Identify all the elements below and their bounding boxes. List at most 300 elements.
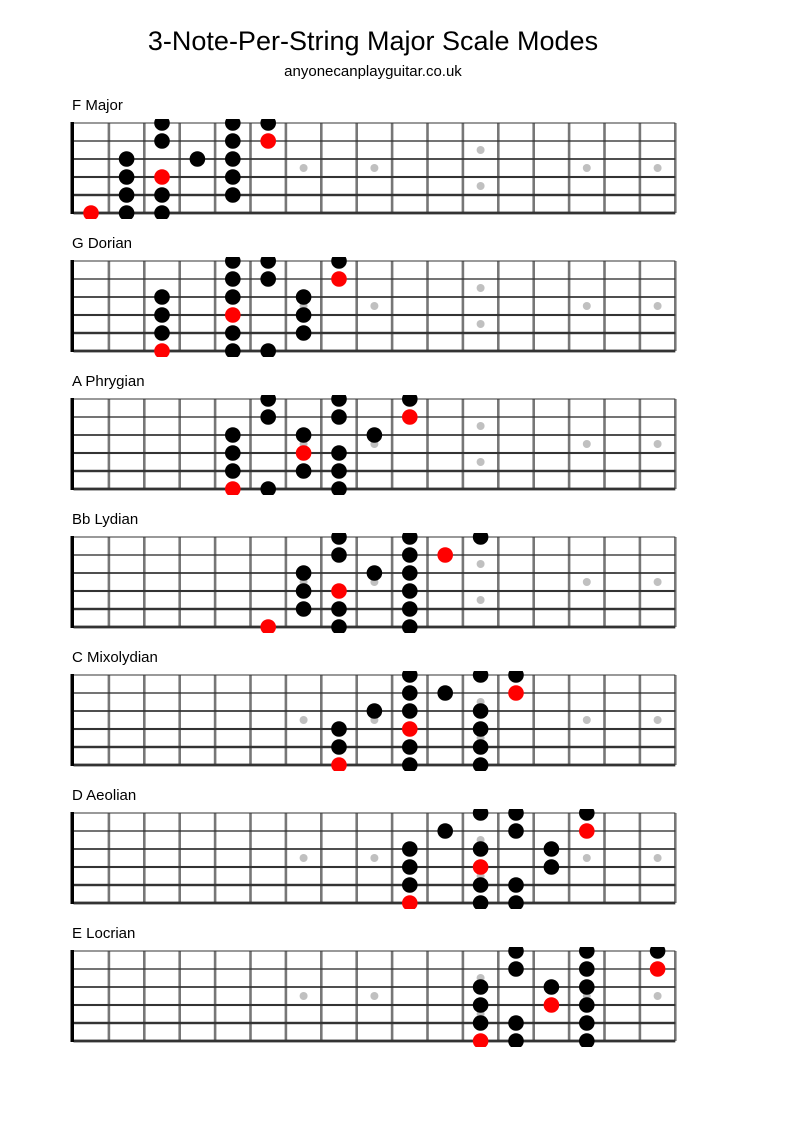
scale-note-dot <box>473 979 489 995</box>
fret-wire <box>391 537 394 627</box>
fret-wire <box>143 123 146 213</box>
scale-note-dot <box>402 671 418 683</box>
scale-note-dot <box>331 601 347 617</box>
nut <box>71 260 75 352</box>
scale-note-dot <box>331 619 347 633</box>
scale-note-dot <box>402 841 418 857</box>
fret-inlay-dot <box>477 182 485 190</box>
fret-wire <box>639 399 642 489</box>
fret-wire <box>355 123 358 213</box>
fret-inlay-dot <box>654 854 662 862</box>
scale-note-dot <box>225 463 241 479</box>
scale-note-dot <box>402 395 418 407</box>
scale-note-dot <box>544 859 560 875</box>
fret-wire <box>603 123 606 213</box>
scale-note-dot <box>437 685 453 701</box>
fret-wire <box>462 537 465 627</box>
scale-diagram <box>0 97 792 235</box>
fret-wire <box>249 951 252 1041</box>
fretboard <box>70 395 682 495</box>
scale-note-dot <box>473 895 489 909</box>
fret-wire <box>603 399 606 489</box>
scale-note-dot <box>402 565 418 581</box>
root-note-dot <box>402 721 418 737</box>
guitar-string <box>74 452 676 454</box>
fret-wire <box>532 675 535 765</box>
fret-wire <box>320 261 323 351</box>
fret-wire <box>391 951 394 1041</box>
mode-label: A Phrygian <box>72 373 145 390</box>
fret-wire <box>355 813 358 903</box>
fret-inlay-dot <box>370 854 378 862</box>
fretboard <box>70 671 682 771</box>
mode-label: F Major <box>72 97 123 114</box>
nut <box>71 536 75 628</box>
fret-wire <box>532 951 535 1041</box>
fret-wire <box>639 537 642 627</box>
nut <box>71 122 75 214</box>
scale-note-dot <box>154 205 170 219</box>
scale-note-dot <box>579 947 595 959</box>
scale-note-dot <box>579 961 595 977</box>
fret-inlay-dot <box>477 560 485 568</box>
scale-note-dot <box>331 445 347 461</box>
fret-wire <box>108 675 111 765</box>
fret-wire <box>639 813 642 903</box>
fret-wire <box>143 261 146 351</box>
scale-note-dot <box>473 703 489 719</box>
mode-label: G Dorian <box>72 235 133 252</box>
fret-wire <box>568 123 571 213</box>
scale-note-dot <box>154 325 170 341</box>
fret-wire <box>108 261 111 351</box>
guitar-string <box>74 866 676 868</box>
scale-note-dot <box>437 823 453 839</box>
fret-wire <box>532 537 535 627</box>
fretboard <box>70 119 682 219</box>
fret-inlay-dot <box>477 458 485 466</box>
scale-note-dot <box>367 703 383 719</box>
scale-note-dot <box>296 289 312 305</box>
root-note-dot <box>437 547 453 563</box>
fret-wire <box>391 675 394 765</box>
fret-wire <box>462 123 465 213</box>
scale-note-dot <box>260 257 276 269</box>
fret-wire <box>178 399 181 489</box>
root-note-dot <box>650 961 666 977</box>
scale-note-dot <box>508 877 524 893</box>
scale-note-dot <box>579 809 595 821</box>
scale-note-dot <box>473 841 489 857</box>
guitar-string <box>74 608 676 610</box>
fret-inlay-dot <box>300 716 308 724</box>
scale-note-dot <box>331 533 347 545</box>
scale-note-dot <box>119 151 135 167</box>
fret-inlay-dot <box>654 578 662 586</box>
scale-note-dot <box>579 997 595 1013</box>
scale-note-dot <box>508 895 524 909</box>
fret-wire <box>603 813 606 903</box>
fret-wire <box>178 951 181 1041</box>
fret-wire <box>426 813 429 903</box>
guitar-string <box>74 692 676 693</box>
fret-inlay-dot <box>583 302 591 310</box>
fret-inlay-dot <box>654 992 662 1000</box>
scale-note-dot <box>225 289 241 305</box>
fret-wire <box>143 537 146 627</box>
nut <box>71 812 75 904</box>
scale-note-dot <box>544 979 560 995</box>
fret-inlay-dot <box>583 440 591 448</box>
guitar-string <box>74 902 676 905</box>
guitar-string <box>74 399 676 400</box>
scale-note-dot <box>119 205 135 219</box>
scale-note-dot <box>331 395 347 407</box>
scale-note-dot <box>119 187 135 203</box>
fret-wire <box>108 537 111 627</box>
fret-wire <box>391 261 394 351</box>
fret-wire <box>214 123 217 213</box>
guitar-string <box>74 746 676 748</box>
fret-wire <box>532 123 535 213</box>
scale-note-dot <box>296 565 312 581</box>
scale-note-dot <box>473 671 489 683</box>
scale-note-dot <box>508 671 524 683</box>
scale-note-dot <box>367 427 383 443</box>
scale-note-dot <box>260 481 276 495</box>
fret-wire <box>320 951 323 1041</box>
fret-wire <box>462 261 465 351</box>
fret-wire <box>462 813 465 903</box>
scale-note-dot <box>473 721 489 737</box>
root-note-dot <box>225 307 241 323</box>
root-note-dot <box>225 481 241 495</box>
fret-wire <box>178 675 181 765</box>
fret-wire <box>214 261 217 351</box>
guitar-string <box>74 728 676 730</box>
fret-wire <box>426 123 429 213</box>
fret-wire <box>568 675 571 765</box>
fret-wire <box>674 951 677 1041</box>
fret-wire <box>674 675 677 765</box>
guitar-string <box>74 416 676 417</box>
fret-wire <box>143 951 146 1041</box>
fret-wire <box>214 813 217 903</box>
fret-inlay-dot <box>370 992 378 1000</box>
guitar-string <box>74 278 676 279</box>
scale-diagram <box>0 373 792 511</box>
root-note-dot <box>402 895 418 909</box>
fret-wire <box>497 951 500 1041</box>
fret-wire <box>532 261 535 351</box>
fret-inlay-dot <box>300 854 308 862</box>
scale-note-dot <box>508 947 524 959</box>
fret-wire <box>426 399 429 489</box>
fret-inlay-dot <box>583 716 591 724</box>
scale-note-dot <box>225 445 241 461</box>
scale-note-dot <box>154 133 170 149</box>
guitar-string <box>74 158 676 160</box>
scale-note-dot <box>260 343 276 357</box>
fret-wire <box>674 261 677 351</box>
scale-note-dot <box>260 395 276 407</box>
scale-note-dot <box>331 481 347 495</box>
scale-note-dot <box>225 427 241 443</box>
scale-diagram <box>0 787 792 925</box>
scale-note-dot <box>296 583 312 599</box>
scale-note-dot <box>225 271 241 287</box>
fret-wire <box>108 399 111 489</box>
fret-wire <box>391 399 394 489</box>
scale-note-dot <box>544 841 560 857</box>
fret-wire <box>285 261 288 351</box>
fret-wire <box>391 123 394 213</box>
fret-wire <box>320 675 323 765</box>
guitar-string <box>74 848 676 850</box>
fret-wire <box>497 537 500 627</box>
fret-wire <box>674 123 677 213</box>
fret-wire <box>214 537 217 627</box>
root-note-dot <box>154 169 170 185</box>
fret-wire <box>249 261 252 351</box>
fret-wire <box>462 675 465 765</box>
fret-wire <box>320 537 323 627</box>
scale-note-dot <box>225 169 241 185</box>
fret-wire <box>108 813 111 903</box>
fret-wire <box>603 675 606 765</box>
fret-wire <box>355 951 358 1041</box>
guitar-string <box>74 554 676 555</box>
page-title: 3-Note-Per-String Major Scale Modes <box>147 26 599 56</box>
nut <box>71 674 75 766</box>
scale-note-dot <box>154 119 170 131</box>
fret-wire <box>568 813 571 903</box>
fret-wire <box>178 537 181 627</box>
scale-note-dot <box>154 289 170 305</box>
fret-wire <box>639 261 642 351</box>
fret-inlay-dot <box>654 440 662 448</box>
scale-note-dot <box>402 757 418 771</box>
scale-note-dot <box>473 1015 489 1031</box>
fret-wire <box>674 537 677 627</box>
fret-wire <box>462 399 465 489</box>
fret-inlay-dot <box>477 284 485 292</box>
scale-note-dot <box>508 823 524 839</box>
fret-wire <box>497 675 500 765</box>
root-note-dot <box>260 133 276 149</box>
fret-wire <box>603 951 606 1041</box>
fret-wire <box>285 399 288 489</box>
scale-note-dot <box>331 409 347 425</box>
fret-wire <box>285 123 288 213</box>
fret-wire <box>568 951 571 1041</box>
fretboard <box>70 947 682 1047</box>
guitar-string <box>74 764 676 767</box>
scale-diagram <box>0 235 792 373</box>
fret-wire <box>108 951 111 1041</box>
scale-note-dot <box>190 151 206 167</box>
scale-note-dot <box>402 533 418 545</box>
root-note-dot <box>544 997 560 1013</box>
scale-note-dot <box>473 757 489 771</box>
fret-wire <box>462 951 465 1041</box>
root-note-dot <box>508 685 524 701</box>
scale-note-dot <box>473 739 489 755</box>
guitar-string <box>74 590 676 592</box>
scale-note-dot <box>225 325 241 341</box>
fret-inlay-dot <box>583 854 591 862</box>
scale-note-dot <box>402 547 418 563</box>
scale-note-dot <box>296 601 312 617</box>
scale-note-dot <box>225 187 241 203</box>
fret-inlay-dot <box>300 992 308 1000</box>
scale-note-dot <box>508 1033 524 1047</box>
guitar-string <box>74 884 676 886</box>
scale-note-dot <box>579 1015 595 1031</box>
scale-note-dot <box>579 1033 595 1047</box>
scale-note-dot <box>402 685 418 701</box>
fret-wire <box>568 537 571 627</box>
scale-note-dot <box>402 583 418 599</box>
scale-note-dot <box>154 307 170 323</box>
scale-note-dot <box>331 721 347 737</box>
fretboard <box>70 257 682 357</box>
fret-wire <box>355 675 358 765</box>
scale-note-dot <box>331 257 347 269</box>
root-note-dot <box>473 1033 489 1047</box>
scale-note-dot <box>402 619 418 633</box>
fret-wire <box>355 261 358 351</box>
fret-inlay-dot <box>654 302 662 310</box>
scale-note-dot <box>650 947 666 959</box>
fret-wire <box>639 675 642 765</box>
fret-wire <box>214 951 217 1041</box>
fret-wire <box>568 261 571 351</box>
fret-wire <box>391 813 394 903</box>
mode-label: E Locrian <box>72 925 136 942</box>
scale-diagram <box>0 649 792 787</box>
fret-wire <box>249 675 252 765</box>
scale-note-dot <box>331 463 347 479</box>
scale-note-dot <box>225 257 241 269</box>
fret-inlay-dot <box>370 302 378 310</box>
fret-inlay-dot <box>370 164 378 172</box>
scale-note-dot <box>225 151 241 167</box>
nut <box>71 398 75 490</box>
fret-wire <box>320 123 323 213</box>
fretboard <box>70 533 682 633</box>
scale-note-dot <box>119 169 135 185</box>
site-url: anyonecanplayguitar.co.uk <box>284 63 462 80</box>
scale-note-dot <box>260 119 276 131</box>
fret-wire <box>143 675 146 765</box>
scale-note-dot <box>473 997 489 1013</box>
scale-note-dot <box>225 119 241 131</box>
fret-wire <box>143 813 146 903</box>
fret-wire <box>320 813 323 903</box>
fret-wire <box>497 399 500 489</box>
fret-wire <box>674 399 677 489</box>
root-note-dot <box>473 859 489 875</box>
scale-note-dot <box>331 547 347 563</box>
fret-wire <box>603 261 606 351</box>
fret-wire <box>639 951 642 1041</box>
scale-note-dot <box>225 343 241 357</box>
fret-wire <box>355 537 358 627</box>
scale-note-dot <box>508 809 524 821</box>
scale-note-dot <box>473 533 489 545</box>
guitar-string <box>74 470 676 472</box>
scale-note-dot <box>225 133 241 149</box>
fret-inlay-dot <box>654 164 662 172</box>
scale-note-dot <box>402 859 418 875</box>
root-note-dot <box>331 757 347 771</box>
scale-note-dot <box>331 739 347 755</box>
fret-wire <box>178 813 181 903</box>
fret-wire <box>285 675 288 765</box>
fret-wire <box>320 399 323 489</box>
root-note-dot <box>260 619 276 633</box>
scale-note-dot <box>296 307 312 323</box>
scale-note-dot <box>402 601 418 617</box>
scale-note-dot <box>296 463 312 479</box>
fret-inlay-dot <box>583 578 591 586</box>
fret-wire <box>249 537 252 627</box>
scale-note-dot <box>473 809 489 821</box>
scale-note-dot <box>402 739 418 755</box>
fret-inlay-dot <box>477 146 485 154</box>
nut <box>71 950 75 1042</box>
fret-wire <box>285 951 288 1041</box>
guitar-string <box>74 675 676 676</box>
fret-inlay-dot <box>300 164 308 172</box>
fret-wire <box>249 813 252 903</box>
root-note-dot <box>331 271 347 287</box>
scale-note-dot <box>579 979 595 995</box>
scale-diagram <box>0 511 792 649</box>
fret-wire <box>214 675 217 765</box>
fret-wire <box>532 399 535 489</box>
fret-wire <box>426 537 429 627</box>
root-note-dot <box>154 343 170 357</box>
fret-wire <box>426 675 429 765</box>
fret-wire <box>603 537 606 627</box>
fret-wire <box>497 261 500 351</box>
fret-wire <box>355 399 358 489</box>
fret-wire <box>532 813 535 903</box>
guitar-string <box>74 626 676 629</box>
fret-wire <box>426 951 429 1041</box>
guitar-string <box>74 537 676 538</box>
root-note-dot <box>331 583 347 599</box>
fretboard <box>70 809 682 909</box>
fret-wire <box>178 123 181 213</box>
fret-wire <box>285 537 288 627</box>
fret-wire <box>674 813 677 903</box>
scale-note-dot <box>402 877 418 893</box>
fret-inlay-dot <box>654 716 662 724</box>
scale-note-dot <box>367 565 383 581</box>
fret-inlay-dot <box>477 422 485 430</box>
fret-wire <box>143 399 146 489</box>
mode-label: D Aeolian <box>72 787 137 804</box>
fret-wire <box>568 399 571 489</box>
root-note-dot <box>402 409 418 425</box>
scale-diagram <box>0 925 792 1063</box>
fret-inlay-dot <box>477 320 485 328</box>
root-note-dot <box>296 445 312 461</box>
guitar-string <box>74 261 676 262</box>
